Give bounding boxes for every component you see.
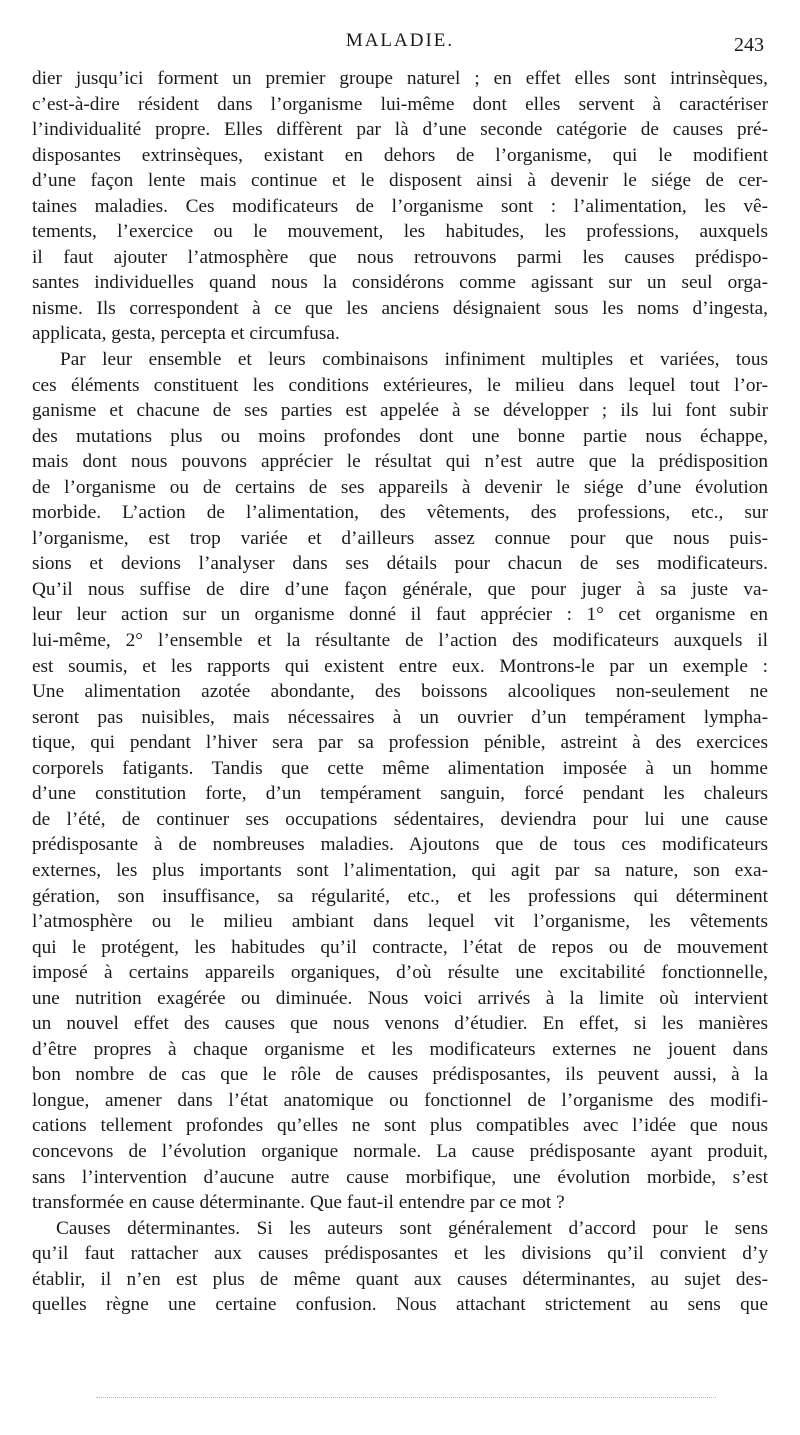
text-line: dier jusqu’ici forment un premier groupe naturel ; en effet elles sont intrinsèques, [32,68,768,89]
text-line: imposé à certains appareils organiques, d’où résulte une excitabilité fonctionnelle, [32,962,768,984]
text-line: tements, l’exercice ou le mouvement, les habitudes, les professions, auxquels [32,221,768,243]
text-line: tique, qui pendant l’hiver sera par sa profession pénible, astreint à des exercices [32,732,768,754]
text-line: taines maladies. Ces modificateurs de l’organisme sont : l’alimentation, les vê- [32,195,768,217]
text-line: est soumis, et les rapports qui existent entre eux. Montrons-le par un exemple : [32,655,768,677]
text-line: longue, amener dans l’état anatomique ou fonctionnel de l’organisme des modifi- [32,1089,768,1111]
text-line: l’organisme, est trop variée et d’ailleurs assez connue pour que nous puis- [32,527,768,549]
text-line: gération, son insuffisance, sa régularité, etc., et les professions qui déterminent [32,885,768,907]
text-line: d’une façon lente mais continue et le disposent ainsi à devenir le siége de cer- [32,170,768,192]
running-head [0,30,800,60]
text-line: seront pas nuisibles, mais nécessaires à un ouvrier d’un tempérament lympha- [32,706,768,728]
text-line: santes individuelles quand nous la considérons comme agissant sur un seul orga- [32,272,768,294]
body-text [32,66,768,1318]
text-line: morbide. L’action de l’alimentation, des vêtements, des professions, etc., sur [32,502,768,524]
text-line: c’est-à-dire résident dans l’organisme lui-même dont elles servent à caractériser [32,93,768,115]
text-line: quelles règne une certaine confusion. Nous attachant strictement au sens que [32,1294,768,1316]
text-line: disposantes extrinsèques, existant en dehors de l’organisme, qui le modifient [32,144,768,166]
running-title: MALADIE. [345,30,455,51]
text-line: bon nombre de cas que le rôle de causes prédisposantes, ils peuvent aussi, à la [32,1064,768,1086]
text-line: qui le protégent, les habitudes qu’il contracte, l’état de repos ou de mouvement [32,936,768,958]
text-line: d’être propres à chaque organisme et les modificateurs externes ne jouent dans [32,1038,768,1060]
text-line: un nouvel effet des causes que nous venons d’étudier. En effet, si les manières [32,1013,768,1035]
text-line: ganisme et chacune de ses parties est appelée à se développer ; ils lui font subir [32,400,768,422]
text-line: établir, il n’en est plus de même quant aux causes déterminantes, au sujet des- [32,1268,768,1290]
text-line: une nutrition exagérée ou diminuée. Nous voici arrivés à la limite où intervient [32,987,768,1009]
text-line: il faut ajouter l’atmosphère que nous retrouvons parmi les causes prédispo- [32,246,768,268]
text-line: de l’organisme ou de certains de ses appareils à devenir le siége d’une évolution [32,476,768,498]
section-start-line: Causes déterminantes. Si les auteurs sont généralement d’accord pour le sens [56,1217,768,1239]
text-line: Qu’il nous suffise de dire d’une façon générale, que pour juger à sa juste va- [32,578,768,600]
text-line: lui-même, 2° l’ensemble et la résultante de l’action des modificateurs auxquels il [32,630,768,652]
text-line: ces éléments constituent les conditions extérieures, le milieu dans lequel tout l’or- [32,374,768,396]
text-line: externes, les plus importants sont l’alimentation, qui agit par sa nature, son exa- [32,859,768,881]
text-line: nisme. Ils correspondent à ce que les anciens désignaient sous les noms d’ingesta, [32,297,768,319]
text-line: l’atmosphère ou le milieu ambiant dans lequel vit l’organisme, les vêtements [32,911,768,933]
text-line: Une alimentation azotée abondante, des boissons alcooliques non-seulement ne [32,681,768,703]
paragraph-end-line: applicata, gesta, percepta et circumfusa. [32,323,340,345]
text-line: d’une constitution forte, d’un tempérament sanguin, forcé pendant les chaleurs [32,783,768,805]
text-line: leur leur action sur un organisme donné il faut apprécier : 1° cet organisme en [32,604,768,626]
paragraph-end-line: transformée en cause déterminante. Que faut-il entendre par ce mot ? [32,1192,565,1214]
text-line: cations tellement profondes qu’elles ne sont plus compatibles avec l’idée que nous [32,1115,768,1137]
text-line: des mutations plus ou moins profondes dont une bonne partie nous échappe, [32,425,768,447]
text-line: sions et devions l’analyser dans ses détails pour chacun de ses modificateurs. [32,553,768,575]
text-line: qu’il faut rattacher aux causes prédisposantes et les divisions qu’il convient d’y [32,1243,768,1265]
paragraph-start-line: Par leur ensemble et leurs combinaisons infiniment multiples et variées, tous [60,349,768,371]
text-line: sans l’intervention d’aucune autre cause morbifique, une évolution morbide, s’est [32,1166,768,1188]
footer-rule [96,1397,716,1398]
page-number: 243 [734,34,764,56]
text-line: prédisposante à de nombreuses maladies. Ajoutons que de tous ces modificateurs [32,834,768,856]
text-line: concevons de l’évolution organique normale. La cause prédisposante ayant produit, [32,1140,768,1162]
text-line: corporels fatigants. Tandis que cette même alimentation imposée à un homme [32,757,768,779]
text-line: l’individualité propre. Elles diffèrent par là d’une seconde catégorie de causes pré- [32,119,768,141]
text-line: de l’été, de continuer ses occupations sédentaires, deviendra pour lui une cause [32,808,768,830]
text-line: mais dont nous pouvons apprécier le résultat qui n’est autre que la prédisposition [32,451,768,473]
